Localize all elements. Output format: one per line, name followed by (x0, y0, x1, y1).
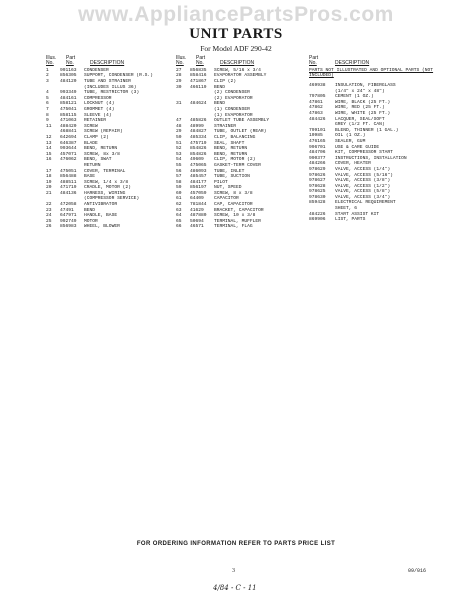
illus-number: 50 (176, 134, 182, 140)
part-description: GREY (1/2 FT. CAN) (335, 122, 385, 128)
parts-list (176, 68, 304, 230)
no-label: No. (46, 60, 54, 67)
part-number: 856835 (190, 67, 207, 73)
illus-number: 9 (46, 118, 49, 124)
part-description: (1) EVAPORATOR (214, 112, 253, 118)
illus-number: 51 (176, 140, 182, 146)
illus-number: 56 (176, 168, 182, 174)
illus-number: 18 (46, 174, 52, 180)
part-number: 471063 (60, 118, 77, 124)
part-description: (1/4" x 24" x 48") (335, 88, 385, 94)
part-description: WIRE, WHITE (25 FT.) (335, 110, 391, 116)
illus-number: 29 (176, 129, 182, 135)
part-description: COMPRESSOR (84, 95, 112, 101)
part-description: CAPACITOR (214, 196, 239, 202)
illus-number: 53 (176, 151, 182, 157)
watermark: www.AppliancePartsPros.com (78, 3, 394, 26)
part-description: MOTOR (84, 218, 98, 224)
illus-number: 15 (46, 151, 52, 157)
part-label: Part (66, 55, 76, 61)
part-number: 486093 (190, 168, 207, 174)
column-header (309, 56, 443, 67)
part-description: USE & CARE GUIDE (335, 144, 380, 150)
part-description: CONDENSER (84, 67, 109, 73)
part-description: WHEEL, BLOWER (84, 224, 120, 230)
part-number: 484426 (309, 116, 326, 122)
illus-number: 58 (176, 179, 182, 185)
part-description: COVER, HEATER (335, 161, 371, 167)
parts-column-2 (176, 56, 304, 230)
illus-number: 62 (176, 202, 182, 208)
part-number: 485334 (190, 134, 207, 140)
part-description: COVER, TERMINAL (84, 168, 126, 174)
part-number: 856305 (60, 73, 77, 79)
part-number: 485826 (190, 118, 207, 124)
part-number: 993644 (60, 146, 77, 152)
part-description: CAP, CAPACITOR (214, 202, 253, 208)
part-description: BEND, RETURN (214, 146, 248, 152)
doc-code: 09/016 (408, 568, 427, 574)
illus-number: 52 (176, 146, 182, 152)
part-number: 47861 (309, 99, 323, 105)
part-description: OIL (1 OZ.) (335, 133, 366, 139)
illus-number: 57 (176, 174, 182, 180)
part-description: WIRE, BLACK (25 FT.) (335, 99, 391, 105)
part-description: WIRE, RED (25 FT.) (335, 105, 385, 111)
part-description: RETURN (84, 162, 101, 168)
part-description: GROMMET (4) (84, 106, 115, 112)
part-number: 466119 (190, 84, 207, 90)
part-number: 799101 (309, 127, 326, 133)
page-number: 3 (232, 568, 235, 574)
part-number: 978628 (309, 183, 326, 189)
part-number: 978626 (309, 172, 326, 178)
part-description: GASKET-TERM COVER (214, 162, 261, 168)
part-description: RETAINER (84, 118, 107, 124)
part-description: (2) CONDENSER (214, 90, 250, 96)
illus-number: 21 (46, 190, 52, 196)
part-number: 978625 (309, 189, 326, 195)
part-description: VALVE, ACCESS (1/2") (335, 183, 391, 189)
part-number: 978627 (309, 178, 326, 184)
part-description: SCREW, 5/16 x 3/4 (214, 67, 261, 73)
part-description: LACQUER, SEAL/SOFT (335, 116, 385, 122)
part-description: TUBE, INLET (214, 168, 245, 174)
part-number: 991163 (60, 67, 77, 73)
part-number: 484266 (309, 161, 326, 167)
part-description: HANDLE, BASE (84, 213, 118, 219)
part-description: (INCLUDES ILLUS 36) (84, 84, 137, 90)
part-number: 484226 (309, 211, 326, 217)
illus-number: 66 (176, 224, 182, 230)
column-header (46, 56, 168, 67)
illus-number: 4 (46, 90, 49, 96)
part-description: VALVE, ACCESS (3/8") (335, 178, 391, 184)
part-number: 484706 (309, 150, 326, 156)
part-description: SCREW, 8x 3/8 (84, 151, 120, 157)
part-number: 457071 (60, 151, 77, 157)
illus-number: 24 (46, 213, 52, 219)
part-description: SCREW, 10 x 3/8 (214, 213, 256, 219)
part-number: 488511 (60, 179, 77, 185)
part-description: BLADE (84, 140, 98, 146)
illus-number: 1 (46, 67, 49, 73)
part-description: BEND (214, 101, 226, 107)
illus-number: 2 (46, 73, 49, 79)
part-description: CLAMP (2) (84, 134, 109, 140)
no2-label: No. (66, 60, 74, 67)
illus-number: 30 (176, 84, 182, 90)
part-number: 10985 (309, 133, 323, 139)
part-description: ELECTRICAL REQUIREMENT (335, 200, 396, 206)
illus-number: 63 (176, 207, 182, 213)
part-number: 47862 (309, 105, 323, 111)
part-number: 471867 (190, 79, 207, 84)
illus-number: 8 (46, 112, 49, 118)
desc-label: DESCRIPTION (90, 60, 125, 67)
not-illustrated-heading: PARTS NOT ILLUSTRATED AND OPTIONAL PARTS (NOT INCLUDED) (309, 67, 434, 79)
illus-number: 29 (176, 79, 182, 84)
part-label: Part (196, 55, 206, 61)
part-number: 485457 (190, 174, 207, 180)
part-description: BEND, RETURN (214, 151, 248, 157)
no2-label: No. (196, 60, 204, 67)
part-number: 856983 (60, 224, 77, 230)
parts-column-3 (309, 56, 443, 223)
part-number: 858115 (60, 112, 77, 118)
part-number: 475065 (190, 162, 207, 168)
part-description: INSULATION, FIBERGLASS (335, 83, 396, 88)
desc-label: DESCRIPTION (335, 60, 370, 67)
illus-label: Illus. (46, 55, 57, 61)
no-label: No. (309, 60, 317, 67)
illus-number: 65 (176, 218, 182, 224)
illus-number: 5 (46, 95, 49, 101)
part-number: 859428 (309, 200, 326, 206)
illus-number: 48 (176, 123, 182, 129)
part-number: 484827 (190, 129, 207, 135)
part-number: 990377 (309, 155, 326, 161)
illus-number: 28 (176, 73, 182, 79)
part-description: SEALER, GUM (335, 138, 366, 144)
illus-number: 14 (46, 146, 52, 152)
parts-list (309, 83, 443, 223)
part-number: 869906 (309, 217, 326, 223)
part-number: 468841 (60, 129, 77, 135)
illus-label: Illus. (176, 55, 187, 61)
illus-number: 12 (46, 134, 52, 140)
part-number: 476165 (309, 138, 326, 144)
part-description: LOCKNUT (4) (84, 101, 115, 107)
illus-number: 11 (46, 123, 52, 129)
illus-number: 23 (46, 207, 52, 213)
part-description: BEND (214, 84, 226, 90)
part-description: BEND, SWAT (84, 157, 112, 163)
part-description: CEMENT (1 OZ.) (335, 94, 374, 100)
part-description: NUT, SPEED (214, 185, 242, 191)
part-number: 642694 (60, 134, 77, 140)
parts-list (46, 68, 168, 230)
part-number: 475719 (190, 140, 207, 146)
part-number: 646387 (60, 140, 77, 146)
part-number: 471719 (60, 185, 77, 191)
illus-number: 54 (176, 157, 182, 163)
part-number: 854826 (190, 151, 207, 157)
part-number: 993349 (60, 90, 77, 96)
part-number: 487880 (190, 213, 207, 219)
illus-number: 25 (46, 218, 52, 224)
part-number: 858121 (60, 101, 77, 107)
part-description: SEAL, SHAFT (214, 140, 245, 146)
illus-number: 7 (46, 106, 49, 112)
part-description: SLEEVE (4) (84, 112, 112, 118)
part-number: 484177 (190, 179, 207, 185)
table-row (46, 224, 168, 230)
part-number: 47863 (309, 110, 323, 116)
part-description: (2) EVAPORATOR (214, 95, 253, 101)
part-number: 48999 (190, 123, 204, 129)
part-number: 50694 (190, 218, 204, 224)
illus-number: 59 (176, 185, 182, 191)
illus-number: 55 (176, 162, 182, 168)
part-description: BEND, RETURN (84, 146, 118, 152)
part-number: 797805 (309, 94, 326, 100)
desc-label: DESCRIPTION (220, 60, 255, 67)
part-number: 46571 (190, 224, 204, 230)
part-description: BASE (84, 174, 96, 180)
no-label: No. (176, 60, 184, 67)
part-number: 856197 (190, 185, 207, 191)
part-number: 476062 (60, 157, 77, 163)
illus-number: 22 (46, 202, 52, 208)
part-label: Part (309, 55, 319, 61)
part-description: LIST, PARTS (335, 217, 366, 223)
part-description: VALVE, ACCESS (3/4") (335, 194, 391, 200)
part-description: TUBE, SUCTION (214, 174, 250, 180)
part-description: (COMPRESSOR SERVICE) (84, 196, 140, 202)
part-description: BEND (84, 207, 96, 213)
part-number: 472058 (60, 202, 77, 208)
part-description: VALVE, ACCESS (5/16") (335, 172, 393, 178)
part-description: EVAPORATOR ASSEMBLY (214, 73, 267, 79)
part-description: KIT, COMPRESSOR START (335, 150, 393, 156)
part-number: 484120 (60, 79, 77, 84)
part-description: ANTIVIBRATOR (84, 202, 118, 208)
part-number: 475041 (60, 106, 77, 112)
part-number: 49609 (190, 157, 204, 163)
part-description: BLEND, THINNER (1 GAL.) (335, 127, 399, 133)
part-description: CRADLE, MOTOR (2) (84, 185, 131, 191)
part-number: 457059 (190, 190, 207, 196)
part-number: 978629 (309, 166, 326, 172)
part-description: START ASSIST KIT (335, 211, 380, 217)
illus-number: 31 (176, 101, 182, 107)
part-number: 488420 (60, 123, 77, 129)
part-description: TERMINAL, MUFFLER (214, 218, 261, 224)
parts-column-1 (46, 56, 168, 230)
part-number: 484136 (60, 190, 77, 196)
illus-number: 27 (176, 67, 182, 73)
illus-number: 17 (46, 168, 52, 174)
part-description: PILOT (214, 179, 228, 185)
part-description: OUTLET TUBE ASSEMBLY (214, 118, 270, 124)
part-description: (1) CONDENSER (214, 106, 250, 112)
part-number: 858416 (190, 73, 207, 79)
ordering-footer: FOR ORDERING INFORMATION REFER TO PARTS PRICE LIST (136, 541, 336, 547)
illus-number: 61 (176, 196, 182, 202)
part-number: 484161 (60, 95, 77, 101)
part-description: TUBE, OUTLET (REAR) (214, 129, 267, 135)
part-number: 647971 (60, 213, 77, 219)
part-description: TUBE, RESTRICTOR (3) (84, 90, 140, 96)
part-description: SHEET, 6 (335, 206, 358, 212)
part-description: CLIP (2) (214, 79, 237, 84)
part-description: SCREW (84, 123, 98, 129)
illus-number: 16 (46, 157, 52, 163)
part-description: SUPPORT, CONDENSER (R.S.) (84, 73, 153, 79)
part-number: 47491 (60, 207, 74, 213)
illus-number: 47 (176, 118, 182, 124)
part-number: 856488 (60, 174, 77, 180)
table-row (176, 224, 304, 230)
part-number: 781844 (190, 202, 207, 208)
model-subtitle: For Model ADF 290-42 (200, 44, 272, 53)
part-description: STRAINER (214, 123, 237, 129)
part-description: CLIP, MOTOR (2) (214, 157, 256, 163)
part-description: SCREW, 8 x 3/8 (214, 190, 253, 196)
part-description: TERMINAL, FLAG (214, 224, 253, 230)
part-number: 469938 (309, 83, 326, 88)
part-description: CLIP, BALANCING (214, 134, 256, 140)
illus-number: 60 (176, 190, 182, 196)
part-description: VALVE, ACCESS (5/8") (335, 189, 391, 195)
part-description: TUBE AND STRAINER (84, 79, 131, 84)
part-description: HARNESS, WIRING (84, 190, 126, 196)
column-header (176, 56, 304, 67)
part-number: 64409 (190, 196, 204, 202)
part-number: 484624 (190, 101, 207, 107)
part-description: SCREW (REPAIR) (84, 129, 123, 135)
part-description: SCREW, 1/4 x 3/8 (84, 179, 129, 185)
part-description: VALVE, ACCESS (1/4") (335, 166, 391, 172)
part-number: 41629 (190, 207, 204, 213)
part-description: INSTRUCTIONS, INSTALLATION (335, 155, 407, 161)
part-number: 996701 (309, 144, 326, 150)
part-number: 475051 (60, 168, 77, 174)
table-row (309, 217, 443, 223)
part-number: 992749 (60, 218, 77, 224)
part-number: 978630 (309, 194, 326, 200)
illus-number: 19 (46, 179, 52, 185)
illus-number: 3 (46, 79, 49, 84)
part-description: BRACKET, CAPACITOR (214, 207, 264, 213)
page-title: UNIT PARTS (189, 26, 283, 42)
illus-number: 64 (176, 213, 182, 219)
illus-number: 6 (46, 101, 49, 107)
illus-number: 13 (46, 140, 52, 146)
illus-number: 20 (46, 185, 52, 191)
illus-number: 26 (46, 224, 52, 230)
handwritten-note: 4/84 - C - 11 (213, 584, 257, 592)
part-number: 854826 (190, 146, 207, 152)
